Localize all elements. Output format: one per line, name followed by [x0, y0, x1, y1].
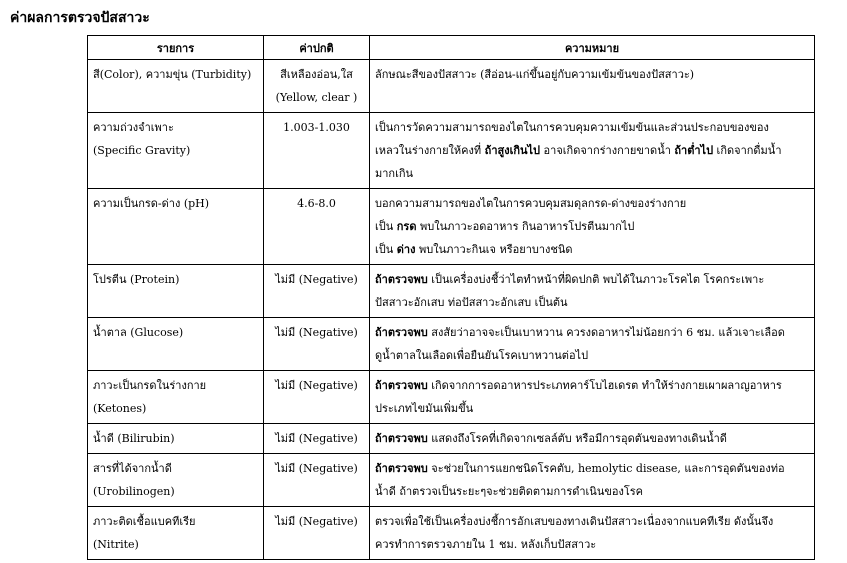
header-row: [88, 36, 815, 60]
normal-value-line: ไม่มี (Negative): [275, 462, 358, 475]
item-line: (Nitrite): [93, 538, 139, 551]
meaning-line: [375, 162, 809, 185]
meaning-line: [375, 321, 809, 344]
meaning-emphasis: ถ้าตรวจพบ: [375, 379, 428, 392]
normal-value-line: 1.003-1.030: [283, 121, 350, 134]
table-row: [88, 189, 815, 265]
meaning-text: จะช่วยในการแยกชนิดโรคตับ, hemolytic disease, และการอุดตันของท่อ: [427, 462, 785, 475]
normal-value-line: ไม่มี (Negative): [275, 515, 358, 528]
meaning-line: [375, 139, 809, 162]
meaning-text: ควรทำการตรวจภายใน 1 ชม. หลังเก็บปัสสาวะ: [375, 538, 597, 551]
item-cell: [88, 424, 264, 454]
meaning-emphasis: ด่าง: [396, 243, 416, 256]
meaning-line: [375, 238, 809, 261]
meaning-text: เป็น: [375, 220, 397, 233]
meaning-line: [375, 374, 809, 397]
table-row: [88, 60, 815, 113]
normal-value-line: ไม่มี (Negative): [275, 379, 358, 392]
meaning-text: สงสัยว่าอาจจะเป็นเบาหวาน ควรงดอาหารไม่น้อยกว่า 6 ชม. แล้วเจาะเลือด: [427, 326, 785, 339]
meaning-text: ตรวจเพื่อใช้เป็นเครื่องบ่งชี้การอักเสบของทางเดินปัสสาวะเนื่องจากแบคทีเรีย ดังนั้นจึง: [375, 515, 774, 528]
meaning-text: เป็นเครื่องบ่งชี้ว่าไตทำหน้าที่ผิดปกติ พบได้ในภาวะโรคไต โรคกระเพาะ: [427, 273, 765, 286]
normal-value-line: ไม่มี (Negative): [275, 273, 358, 286]
meaning-text: พบในภาวะอดอาหาร กินอาหารโปรตีนมากไป: [416, 220, 635, 233]
meaning-text: เหลวในร่างกายให้คงที่: [375, 144, 485, 157]
page-title: ค่าผลการตรวจปัสสาวะ: [10, 10, 150, 26]
meaning-cell: [370, 424, 815, 454]
meaning-line: [375, 344, 809, 367]
normal-value-line: ไม่มี (Negative): [275, 432, 358, 445]
meaning-cell: [370, 507, 815, 560]
table-row: [88, 454, 815, 507]
normal-value-line: 4.6-8.0: [297, 197, 336, 210]
normal-value-cell: [264, 424, 370, 454]
item-line: (Ketones): [93, 402, 147, 415]
meaning-line: [375, 480, 809, 503]
item-line: โปรตีน (Protein): [93, 273, 180, 286]
meaning-emphasis: ถ้าต่ำไป: [674, 144, 714, 157]
meaning-line: [375, 268, 809, 291]
normal-value-cell: [264, 265, 370, 318]
meaning-cell: [370, 189, 815, 265]
item-cell: [88, 189, 264, 265]
item-line: ความเป็นกรด-ด่าง (pH): [93, 197, 210, 210]
meaning-text: บอกความสามารถของไตในการควบคุมสมดุลกรด-ด่างของร่างกาย: [375, 197, 687, 210]
meaning-line: [375, 510, 809, 533]
item-cell: [88, 371, 264, 424]
meaning-line: [375, 63, 809, 86]
item-line: น้ำตาล (Glucose): [93, 326, 184, 339]
meaning-text: ดูน้ำตาลในเลือดเพื่อยืนยันโรคเบาหวานต่อไป: [375, 349, 589, 362]
meaning-text: เป็น: [375, 243, 397, 256]
normal-value-cell: [264, 507, 370, 560]
meaning-text: เกิดจากดื่มน้ำ: [713, 144, 782, 157]
meaning-line: [375, 457, 809, 480]
meaning-text: ลักษณะสีของปัสสาวะ (สีอ่อน-แก่ขึ้นอยู่กับความเข้มข้นของปัสสาวะ): [375, 68, 695, 81]
table-row: [88, 265, 815, 318]
meaning-text: ประเภทไขมันเพิ่มขึ้น: [375, 402, 474, 415]
meaning-emphasis: ถ้าตรวจพบ: [375, 326, 428, 339]
meaning-emphasis: ถ้าสูงเกินไป: [484, 144, 541, 157]
meaning-text: ปัสสาวะอักเสบ ท่อปัสสาวะอักเสบ เป็นต้น: [375, 296, 568, 309]
normal-value-line: (Yellow, clear ): [275, 91, 358, 104]
meaning-cell: [370, 113, 815, 189]
meaning-text: เกิดจากการอดอาหารประเภทคาร์โบไฮเดรต ทำให้ร่างกายเผาผลาญอาหาร: [427, 379, 782, 392]
meaning-text: เป็นการวัดความสามารถของไตในการควบคุมความเข้มข้นและส่วนประกอบของของ: [375, 121, 769, 134]
item-line: ภาวะเป็นกรดในร่างกาย: [93, 379, 207, 392]
header-item: รายการ: [88, 36, 264, 60]
meaning-line: [375, 291, 809, 314]
meaning-cell: [370, 318, 815, 371]
header-normal: ค่าปกติ: [264, 36, 370, 60]
header-meaning: ความหมาย: [370, 36, 815, 60]
table-row: [88, 507, 815, 560]
meaning-emphasis: ถ้าตรวจพบ: [375, 273, 428, 286]
normal-value-cell: [264, 454, 370, 507]
meaning-text: พบในภาวะกินเจ หรือยาบางชนิด: [415, 243, 573, 256]
meaning-line: [375, 533, 809, 556]
meaning-cell: [370, 265, 815, 318]
meaning-cell: [370, 454, 815, 507]
meaning-emphasis: ถ้าตรวจพบ: [375, 432, 428, 445]
table-row: [88, 113, 815, 189]
item-line: สี(Color), ความขุ่น (Turbidity): [93, 68, 252, 81]
meaning-line: [375, 192, 809, 215]
normal-value-cell: [264, 371, 370, 424]
table-row: [88, 424, 815, 454]
item-line: น้ำดี (Bilirubin): [93, 432, 175, 445]
meaning-text: มากเกิน: [375, 167, 414, 180]
meaning-text: อาจเกิดจากร่างกายขาดน้ำ: [540, 144, 675, 157]
meaning-text: น้ำดี ถ้าตรวจเป็นระยะๆจะช่วยติดตามการดำเนินของโรค: [375, 485, 644, 498]
normal-value-cell: [264, 189, 370, 265]
normal-value-cell: [264, 60, 370, 113]
meaning-line: [375, 215, 809, 238]
meaning-cell: [370, 371, 815, 424]
meaning-emphasis: กรด: [396, 220, 417, 233]
meaning-line: [375, 397, 809, 420]
meaning-emphasis: ถ้าตรวจพบ: [375, 462, 428, 475]
table-row: [88, 371, 815, 424]
item-cell: [88, 318, 264, 371]
meaning-cell: [370, 60, 815, 113]
item-cell: [88, 507, 264, 560]
item-line: (Urobilinogen): [93, 485, 175, 498]
normal-value-cell: [264, 318, 370, 371]
item-line: สารที่ได้จากน้ำดี: [93, 462, 172, 475]
item-cell: [88, 113, 264, 189]
meaning-text: แสดงถึงโรคที่เกิดจากเซลล์ตับ หรือมีการอุดตันของทางเดินน้ำดี: [427, 432, 727, 445]
urine-results-table: [87, 35, 815, 560]
item-line: (Specific Gravity): [93, 144, 191, 157]
normal-value-line: ไม่มี (Negative): [275, 326, 358, 339]
normal-value-line: สีเหลืองอ่อน,ใส: [280, 68, 353, 81]
item-cell: [88, 454, 264, 507]
normal-value-cell: [264, 113, 370, 189]
table-row: [88, 318, 815, 371]
meaning-line: [375, 116, 809, 139]
item-cell: [88, 265, 264, 318]
item-line: ภาวะติดเชื้อแบคทีเรีย: [93, 515, 196, 528]
meaning-line: [375, 427, 809, 450]
item-cell: [88, 60, 264, 113]
item-line: ความถ่วงจำเพาะ: [93, 121, 174, 134]
table-body: [88, 60, 815, 560]
